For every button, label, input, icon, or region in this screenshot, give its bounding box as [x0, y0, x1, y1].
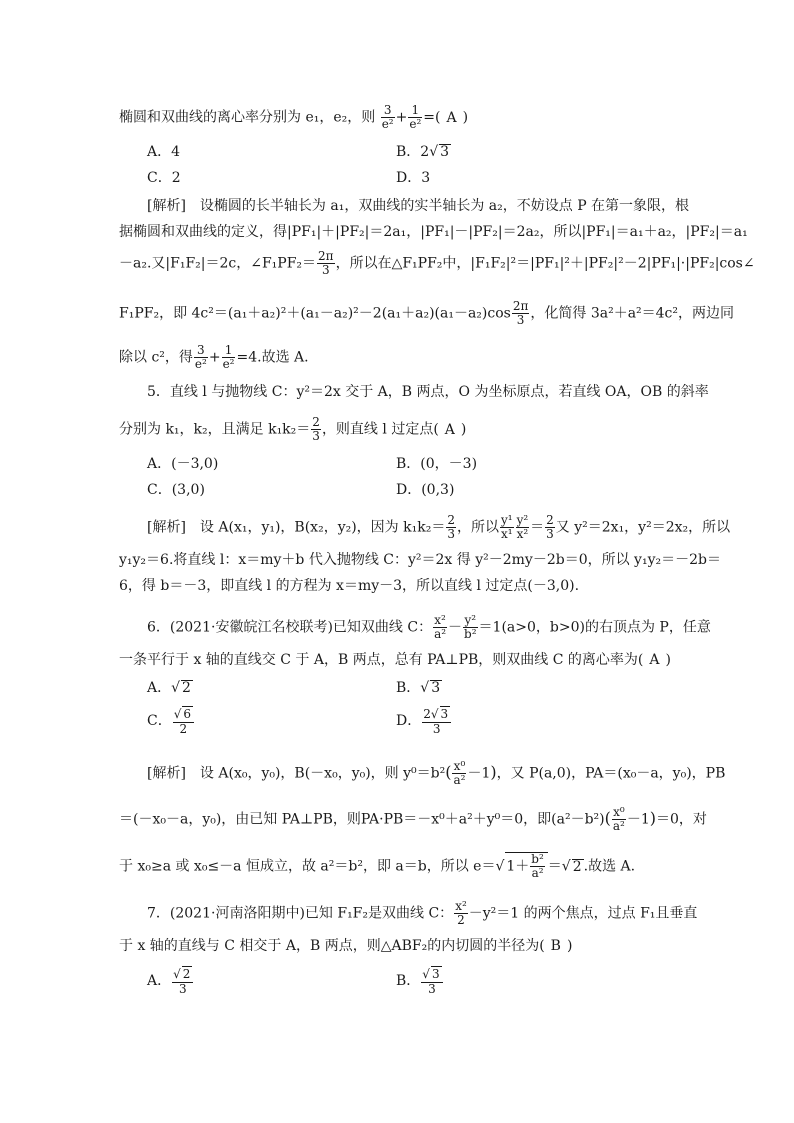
text-segment: 分别为 k₁，k₂，且满足 k₁k₂＝ [119, 421, 311, 438]
q5-line-1: 5．直线 l 与抛物线 C：y²＝2x 交于 A，B 两点，O 为坐标原点，若直线 OA，OB 的斜率 [147, 384, 709, 400]
q4-option-b: B．2√ 3 [396, 144, 450, 160]
frac-num: √ 3 [421, 966, 442, 983]
option-label: A． [147, 680, 172, 696]
text-segment: 除以 c²，得 [119, 349, 193, 366]
radicand: 3 [440, 707, 449, 721]
radicand: 3 [440, 144, 450, 160]
q7-option-b [396, 966, 444, 996]
frac-num: 1 [222, 344, 236, 358]
a5-line-2: y₁y₂＝6.将直线 l：x＝my＋b 代入抛物线 C：y²＝2x 得 y²－2my－2b＝0，所以 y₁y₂＝－2b＝ [119, 552, 721, 568]
fraction [173, 706, 194, 736]
text-segment: 又 y²＝2x₁，y²＝2x₂，所以 [555, 519, 731, 536]
text-segment: 7．(2021·河南洛阳期中)已知 F₁F₂是双曲线 C： [147, 905, 454, 922]
frac-den: 3 [321, 263, 330, 277]
fraction [612, 806, 626, 833]
text-segment: ＝(－x₀－a，y₀)，由已知 PA⊥PB，则PA·PB＝－x⁰＋a²＋y⁰＝0，即(a²－b²) [119, 811, 605, 828]
fraction [311, 416, 321, 443]
text-segment: =4.故选 A. [236, 349, 309, 366]
text-segment: 于 x 轴的直线与 C 相交于 A，B 两点，则△ABF₂的内切圆的半径为( [119, 938, 545, 954]
a4-line-3 [119, 249, 755, 277]
q5-line-2 [119, 416, 679, 443]
a4-line-5 [119, 344, 679, 371]
text-segment: ＝1(a>0，b>0)的右顶点为 P，任意 [478, 619, 711, 636]
text-segment: [解析] 设 A(x₀，y₀)，B(－x₀，y₀)，则 y⁰＝b² [147, 765, 446, 782]
frac-den: 3 [432, 722, 441, 736]
q5-option-c: C．(3,0) [147, 482, 205, 498]
text-segment: ，则直线 l 过定点( [321, 421, 439, 438]
frac-den: 3 [447, 527, 455, 541]
frac-num: 2π [318, 249, 334, 263]
q4-option-d: D．3 [396, 170, 431, 186]
paren-close: ) [462, 109, 469, 126]
q6-line-1 [147, 613, 711, 641]
equals-sign: ＝ [530, 519, 545, 536]
frac-den: a² [453, 773, 466, 787]
option-label: D． [396, 713, 422, 729]
frac-den: 3 [516, 313, 525, 327]
radicand: 3 [431, 967, 440, 981]
frac-num: √ 2 [172, 966, 193, 983]
option-label: B．2 [396, 144, 430, 160]
frac-den: 3 [428, 982, 436, 996]
radicand: 2 [182, 680, 191, 696]
frac-den: 2 [457, 913, 465, 927]
text-segment: ＝0，对 [656, 811, 707, 828]
fraction [421, 966, 442, 996]
paren-close: ) [490, 762, 497, 782]
q4-option-c: C．2 [147, 170, 181, 186]
text-segment: ，又 P(a,0)，PA＝(x₀－a，y₀)，PB [496, 765, 726, 782]
q6-option-d [396, 706, 452, 736]
frac-den: x² [516, 527, 529, 541]
text-segment: [解析] 设 A(x₁，y₁)，B(x₂，y₂)，因为 k₁k₂＝ [147, 519, 446, 536]
text-segment: －a₂.又|F₁F₂|＝2c，∠F₁PF₂＝ [119, 255, 317, 272]
frac-num: b² [531, 852, 544, 866]
a6-line-2 [119, 805, 707, 833]
radicand: 2 [182, 967, 191, 981]
fraction [381, 104, 395, 131]
fraction [317, 250, 335, 277]
fraction [194, 344, 208, 371]
option-label: B． [396, 680, 421, 696]
frac-num: y¹ [500, 513, 513, 527]
text-segment: 于 x₀≥a 或 x₀≤－a 恒成立，故 a²＝b²，即 a＝b，所以 e＝ [119, 858, 496, 875]
frac-den: 3 [178, 982, 187, 996]
a4-line-4 [119, 299, 735, 327]
frac-num: y² [516, 513, 529, 527]
a6-line-3: 于 x₀≥a 或 x₀≤－a 恒成立，故 a²＝b²，即 a＝b，所以 e＝√ 1＋ $\frac{\text{b²}}{\text{a²}}$ ＝√ 2 .故选 A. [119, 852, 636, 880]
answer-letter: A [649, 652, 660, 668]
q6-option-b: B．√ 3 [396, 680, 441, 696]
q4-stem-text: 椭圆和双曲线的离心率分别为 e₁，e₂，则 [119, 109, 376, 126]
frac-den: b² [464, 627, 477, 641]
frac-num: x⁰ [613, 805, 625, 819]
q6-line-2 [119, 650, 679, 670]
text-segment: －1 [626, 811, 650, 828]
q5-option-b: B．(0，－3) [396, 456, 478, 472]
frac-den: 2 [179, 722, 188, 736]
frac-den: e² [381, 117, 394, 131]
frac-num: x² [455, 899, 467, 913]
text-segment: －1 [467, 765, 491, 782]
q5-option-a: A．(－3,0) [147, 456, 219, 472]
paren-close: ) [460, 421, 467, 438]
fraction [500, 514, 514, 541]
frac-den: a² [612, 819, 625, 833]
minus-sign: － [448, 619, 463, 636]
answer-letter: A [444, 421, 455, 438]
frac-num: 2π [512, 299, 529, 313]
a5-line-3: 6，得 b＝－3，即直线 l 的方程为 x＝my－3，所以直线 l 过定点(－3,0). [119, 578, 580, 594]
text-segment: －y²＝1 的两个焦点，过点 F₁且垂直 [468, 905, 698, 922]
option-label: A． [147, 973, 172, 989]
paren-open: ( [604, 808, 611, 828]
answer-letter: B [550, 938, 561, 954]
fraction [512, 300, 530, 327]
frac-den: e² [194, 357, 207, 371]
coefficient: 2 [423, 707, 431, 721]
fraction [516, 514, 530, 541]
a4-line-2: 据椭圆和双曲线的定义，得|PF₁|＋|PF₂|＝2a₁，|PF₁|－|PF₂|＝2a₂，所以|PF₁|＝a₁＋a₂，|PF₂|＝a₁ [119, 224, 748, 240]
q7-option-a [147, 966, 194, 996]
fraction [454, 900, 468, 927]
frac-num: x⁰ [453, 759, 466, 773]
q5-option-d: D．(0,3) [396, 482, 455, 498]
paren-open: ( [445, 762, 452, 782]
frac-num: y² [464, 613, 477, 627]
frac-num: √ 6 [173, 706, 194, 723]
frac-num: 3 [381, 104, 395, 118]
text-segment: ，所以在△F₁PF₂中，|F₁F₂|²＝|PF₁|²＋|PF₂|²－2|PF₁|·|PF₂|cos∠ [335, 255, 755, 272]
fraction [463, 614, 478, 641]
q6-option-a: A．√ 2 [147, 680, 191, 696]
fraction [452, 760, 466, 787]
fraction [530, 853, 545, 880]
frac-num: 2 [447, 513, 455, 527]
paren-open: =( [423, 109, 441, 126]
radicand: 2 [572, 858, 582, 875]
frac-num: 3 [194, 344, 208, 358]
q6-option-c [147, 706, 195, 736]
text-segment: ，化简得 3a²＋a²＝4c²，两边同 [530, 305, 735, 322]
q7-line-2 [119, 936, 679, 956]
frac-num: 2√ 3 [422, 706, 451, 723]
option-label: B． [396, 973, 421, 989]
frac-num: 1 [408, 104, 422, 118]
text-segment: 1＋ [506, 858, 530, 875]
text-segment: .故选 A. [583, 858, 636, 875]
text-segment: 6．(2021·安徽皖江名校联考)已知双曲线 C： [147, 619, 433, 636]
text-segment: 一条平行于 x 轴的直线交 C 于 A，B 两点，总有 PA⊥PB，则双曲线 C 的离心率为( [119, 652, 644, 668]
radicand: 3 [431, 680, 441, 696]
paren-close: ) [649, 808, 657, 828]
plus-sign: + [208, 349, 221, 366]
a5-line-1 [147, 513, 731, 541]
paren-close: ) [665, 652, 671, 668]
q7-line-1 [147, 900, 707, 927]
fraction [433, 614, 447, 641]
radicand: 6 [183, 707, 192, 721]
fraction [408, 104, 422, 131]
frac-den: a² [531, 866, 544, 880]
radicand [505, 852, 547, 880]
fraction [172, 966, 193, 996]
plus-sign: + [395, 109, 408, 126]
text-segment: ，所以 [456, 519, 499, 536]
fraction [545, 514, 555, 541]
equals-sign: ＝ [547, 858, 562, 875]
frac-den: e² [409, 117, 422, 131]
q4-stem-line [119, 104, 679, 131]
frac-den: e² [222, 357, 235, 371]
frac-num: 2 [546, 513, 554, 527]
option-label: C． [147, 713, 172, 729]
a4-line-1: [解析] 设椭圆的长半轴长为 a₁，双曲线的实半轴长为 a₂，不妨设点 P 在第一象限，根 [147, 198, 690, 214]
fraction [422, 706, 451, 736]
text-segment: F₁PF₂，即 4c²＝(a₁＋a₂)²＋(a₁－a₂)²－2(a₁＋a₂)(a₁－a₂)cos [119, 305, 511, 322]
paren-close: ) [566, 938, 573, 954]
a6-line-1 [147, 759, 726, 787]
frac-num: 2 [312, 415, 320, 429]
frac-den: 3 [312, 429, 320, 443]
frac-num: x² [434, 613, 446, 627]
frac-den: x¹ [500, 527, 513, 541]
q4-option-a: A．4 [147, 144, 181, 160]
answer-letter: A [446, 109, 457, 126]
fraction [446, 514, 456, 541]
frac-den: 3 [546, 527, 554, 541]
frac-den: a² [434, 627, 447, 641]
fraction [222, 344, 236, 371]
